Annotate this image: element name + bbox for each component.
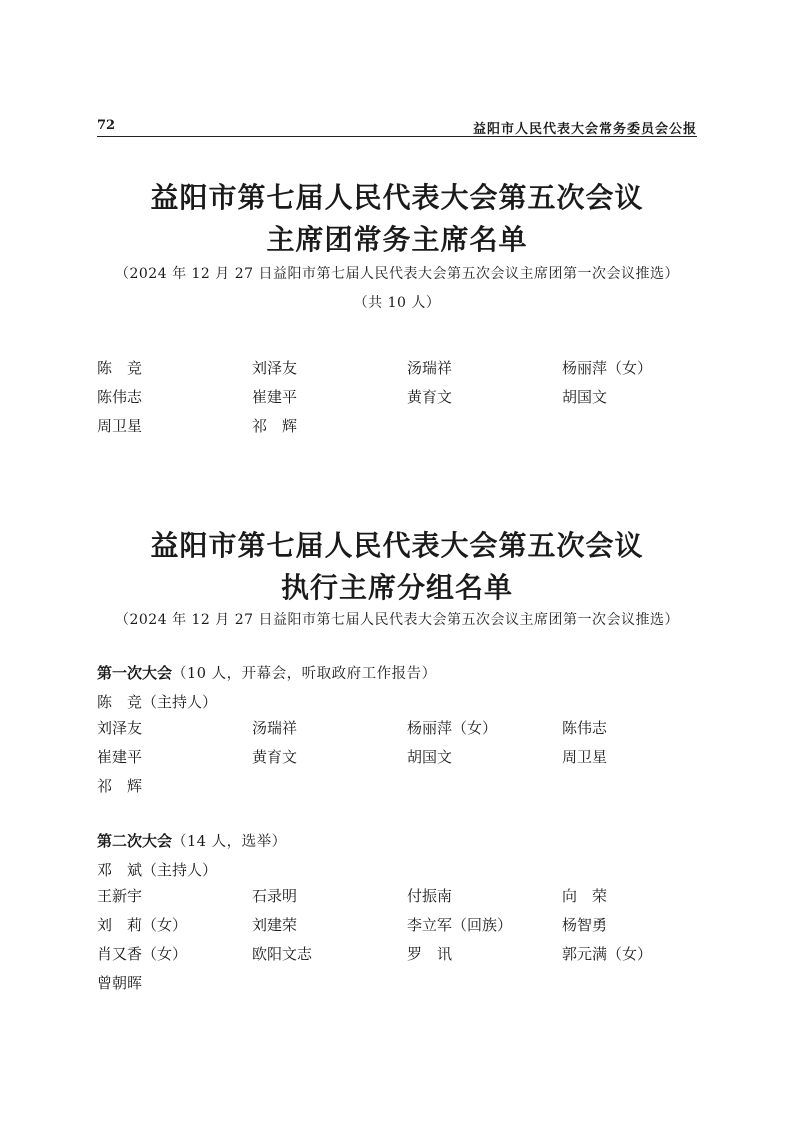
member-name: 罗 讯: [407, 945, 453, 963]
member-name: 杨智勇: [562, 916, 608, 934]
member-name: 付振南: [407, 887, 453, 905]
group2-host: 邓 斌（主持人）: [97, 861, 218, 879]
member-name: 向 荣: [562, 887, 608, 905]
member-name: 周卫星: [97, 417, 143, 435]
member-name: 陈伟志: [97, 388, 143, 406]
page-number: 72: [97, 118, 116, 133]
member-name: 祁 辉: [97, 777, 143, 795]
member-name: 杨丽萍（女）: [562, 359, 653, 377]
member-name: 陈 竞: [97, 359, 143, 377]
journal-title: 益阳市人民代表大会常务委员会公报: [472, 122, 697, 137]
member-name: [252, 969, 407, 998]
member-name: 王新宇: [97, 887, 143, 905]
section1-name-list: [97, 354, 717, 441]
group2-heading: [97, 830, 287, 851]
group1-host: 陈 竞（主持人）: [97, 693, 218, 711]
section2-note: （2024 年 12 月 27 日益阳市第七届人民代表大会第五次会议主席团第一次会议推选）: [114, 612, 679, 628]
member-name: 黄育文: [407, 388, 453, 406]
section1-count: （共 10 人）: [353, 295, 441, 311]
group1-label: 第一次大会: [97, 664, 173, 682]
member-name: 肖又香（女）: [97, 945, 188, 963]
name-row: [97, 911, 717, 940]
group2-detail: （14 人，选举）: [172, 834, 287, 850]
group1-detail: （10 人，开幕会，听取政府工作报告）: [172, 666, 437, 682]
member-name: 胡国文: [407, 748, 453, 766]
section1-note: （2024 年 12 月 27 日益阳市第七届人民代表大会第五次会议主席团第一次会议推选）: [114, 266, 679, 282]
name-row: [97, 882, 717, 911]
member-name: 陈伟志: [562, 719, 608, 737]
name-row: [97, 969, 717, 998]
group2-label: 第二次大会: [97, 832, 173, 850]
member-name: [407, 969, 562, 998]
member-name: 周卫星: [562, 748, 608, 766]
member-name: 石录明: [252, 887, 298, 905]
name-row: [97, 940, 717, 969]
member-name: [562, 969, 717, 998]
section1-title-line2: 主席团常务主席名单: [266, 223, 528, 256]
member-name: 祁 辉: [252, 417, 298, 435]
member-name: 黄育文: [252, 748, 298, 766]
section2-title-line1: 益阳市第七届人民代表大会第五次会议: [150, 529, 644, 562]
member-name: [562, 772, 717, 801]
member-name: 曾朝晖: [97, 974, 143, 992]
member-name: [252, 772, 407, 801]
member-name: 郭元满（女）: [562, 945, 653, 963]
member-name: 胡国文: [562, 388, 608, 406]
group1-heading: [97, 662, 437, 683]
member-name: 汤瑞祥: [252, 719, 298, 737]
member-name: [407, 412, 562, 441]
name-row: [97, 354, 717, 383]
name-row: [97, 772, 717, 801]
member-name: 刘 莉（女）: [97, 916, 188, 934]
group2-name-list: [97, 882, 717, 998]
member-name: [407, 772, 562, 801]
member-name: 刘建荣: [252, 916, 298, 934]
member-name: 刘泽友: [97, 719, 143, 737]
group1-name-list: [97, 714, 717, 801]
name-row: [97, 743, 717, 772]
member-name: 欧阳文志: [252, 945, 313, 963]
section2-title-line2: 执行主席分组名单: [280, 571, 513, 604]
member-name: 李立军（回族）: [407, 916, 513, 934]
running-header: [97, 118, 697, 137]
name-row: [97, 383, 717, 412]
section1-title-line1: 益阳市第七届人民代表大会第五次会议: [150, 181, 644, 214]
name-row: [97, 714, 717, 743]
name-row: [97, 412, 717, 441]
member-name: 杨丽萍（女）: [407, 719, 498, 737]
member-name: [562, 412, 717, 441]
member-name: 崔建平: [97, 748, 143, 766]
member-name: 汤瑞祥: [407, 359, 453, 377]
member-name: 刘泽友: [252, 359, 298, 377]
member-name: 崔建平: [252, 388, 298, 406]
